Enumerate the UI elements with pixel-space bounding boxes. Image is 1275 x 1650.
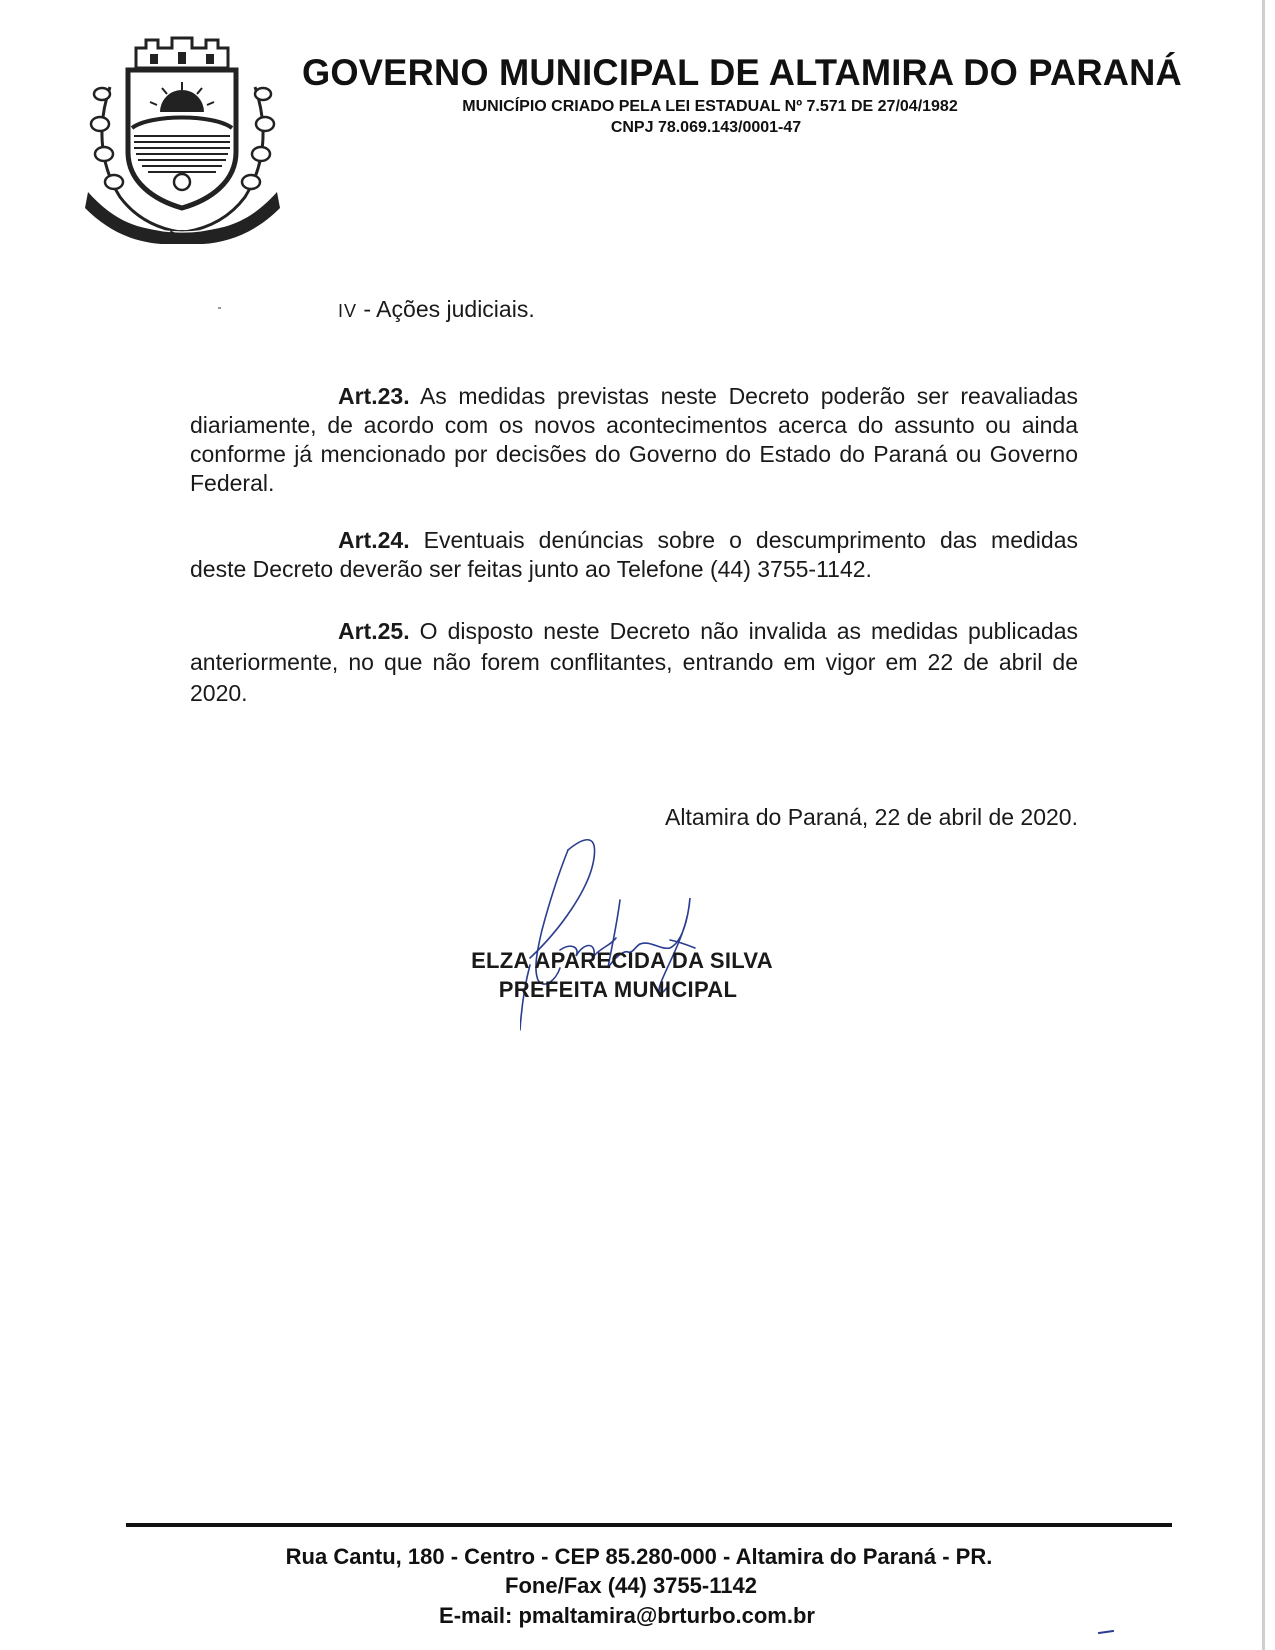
cnpj-line: CNPJ 78.069.143/0001-47 bbox=[610, 119, 802, 136]
signer-name: ELZA APARECIDA DA SILVA bbox=[471, 948, 773, 973]
article-25 bbox=[190, 616, 1078, 709]
page-edge bbox=[1262, 0, 1265, 1650]
article-24-text: Eventuais denúncias sobre o descumprimento das medidas deste Decreto deverão ser feitas junto ao Telefone (44) 3755-1142. bbox=[190, 527, 1078, 582]
article-23-label: Art.23. bbox=[338, 383, 410, 409]
signer-role: PREFEITA MUNICIPAL bbox=[498, 977, 738, 1002]
article-25-text: O disposto neste Decreto não invalida as medidas publicadas anteriormente, no que não forem conflitantes, entrando em vigor em 22 de abril de 2020. bbox=[190, 618, 1078, 706]
handwritten-signature-icon bbox=[520, 830, 740, 1040]
ink-mark bbox=[1098, 1630, 1114, 1634]
item-iv bbox=[338, 296, 535, 323]
municipal-coat-of-arms-icon bbox=[80, 32, 285, 244]
place-and-date: Altamira do Paraná, 22 de abril de 2020. bbox=[665, 804, 1078, 830]
footer-email: E-mail: pmaltamira@brturbo.com.br bbox=[439, 1603, 815, 1628]
article-24-label: Art.24. bbox=[338, 527, 410, 553]
article-24 bbox=[190, 526, 1078, 584]
footer-address: Rua Cantu, 180 - Centro - CEP 85.280-000 - Altamira do Paraná - PR. bbox=[285, 1544, 993, 1569]
article-23 bbox=[190, 382, 1078, 498]
article-25-label: Art.25. bbox=[338, 618, 410, 644]
government-title: GOVERNO MUNICIPAL DE ALTAMIRA DO PARANÁ bbox=[302, 52, 1182, 93]
item-iv-numeral: IV bbox=[338, 301, 358, 321]
footer-phone: Fone/Fax (44) 3755-1142 bbox=[505, 1573, 757, 1598]
footer-divider bbox=[126, 1523, 1172, 1527]
municipality-law-line: MUNICÍPIO CRIADO PELA LEI ESTADUAL Nº 7.571 DE 27/04/1982 bbox=[462, 98, 958, 115]
article-23-text: As medidas previstas neste Decreto poderão ser reavaliadas diariamente, de acordo com os novos acontecimentos acerca do assunto ou ainda conforme já mencionado por decisões do Governo do Estado do Paraná ou Governo Federal. bbox=[190, 383, 1078, 496]
scan-speck bbox=[218, 307, 221, 309]
item-iv-text: - Ações judiciais. bbox=[357, 296, 535, 322]
